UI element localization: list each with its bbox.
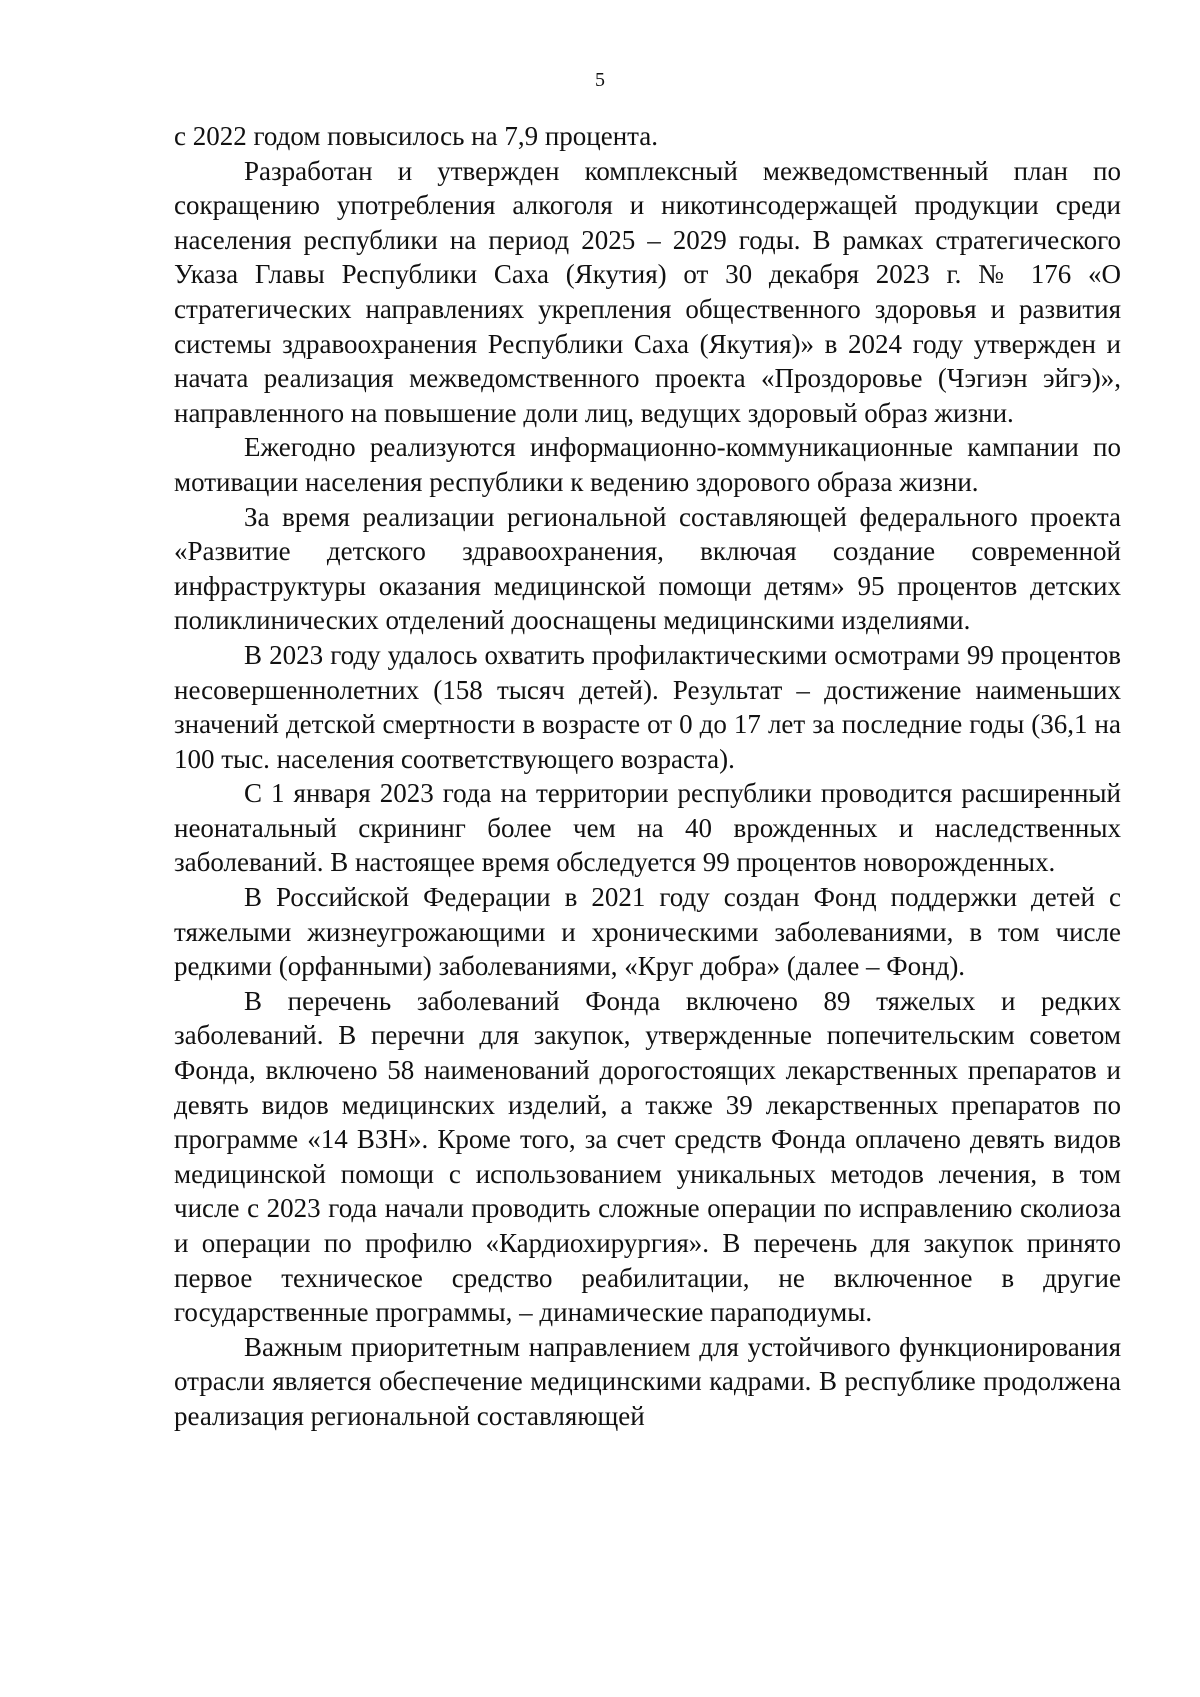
- paragraph-child-healthcare-project: За время реализации региональной составляющей федерального проекта «Развитие детского здравоохранения, включая создание современной инфраструктуры оказания медицинской помощи детям» 95 процентов детских поликлинических отделений дооснащены медицинскими изделиями.: [174, 501, 1121, 636]
- paragraph-fund-creation: В Российской Федерации в 2021 году создан Фонд поддержки детей с тяжелыми жизнеугрожающими и хроническими заболеваниями, в том числе редкими (орфанными) заболеваниями, «Круг добра» (далее – Фонд).: [174, 882, 1121, 982]
- paragraph-information-campaigns: Ежегодно реализуются информационно-коммуникационные кампании по мотивации населения республики к ведению здорового образа жизни.: [174, 432, 1121, 497]
- paragraph-intersectoral-plan: Разработан и утвержден комплексный межведомственный план по сокращению употребления алкоголя и никотинсодержащей продукции среди населения республики на период 2025 – 2029 годы. В рамках стратегического Указа Главы Республики Саха (Якутия) от 30 декабря 2023 г. № 176 «О стратегических направлениях укрепления общественного здоровья и развития системы здравоохранения Республики Саха (Якутия)» в 2024 году утвержден и начата реализация межведомственного проекта «Проздоровье (Чэгиэн эйгэ)», направленного на повышение доли лиц, ведущих здоровый образ жизни.: [174, 155, 1121, 428]
- page-number: 5: [595, 69, 605, 91]
- paragraph-medical-staffing: Важным приоритетным направлением для устойчивого функционирования отрасли является обеспечение медицинскими кадрами. В республике продолжена реализация региональной составляющей: [174, 1331, 1121, 1431]
- paragraph-preventive-examinations: В 2023 году удалось охватить профилактическими осмотрами 99 процентов несовершеннолетних (158 тысяч детей). Результат – достижение наименьших значений детской смертности в возрасте от 0 до 17 лет за последние годы (36,1 на 100 тыс. населения соответствующего возраста).: [174, 639, 1121, 774]
- paragraph-continuation: с 2022 годом повысилось на 7,9 процента.: [174, 121, 659, 151]
- document-body: [174, 119, 1121, 1434]
- paragraph-fund-disease-list: В перечень заболеваний Фонда включено 89 тяжелых и редких заболеваний. В перечни для закупок, утвержденные попечительским советом Фонда, включено 58 наименований дорогостоящих лекарственных препаратов и девять видов медицинских изделий, а также 39 лекарственных препаратов по программе «14 ВЗН». Кроме того, за счет средств Фонда оплачено девять видов медицинской помощи с использованием уникальных методов лечения, в том числе с 2023 года начали проводить сложные операции по исправлению сколиоза и операции по профилю «Кардиохирургия». В перечень для закупок принято первое техническое средство реабилитации, не включенное в другие государственные программы, – динамические параподиумы.: [174, 985, 1121, 1328]
- paragraph-neonatal-screening: С 1 января 2023 года на территории республики проводится расширенный неонатальный скрининг более чем на 40 врожденных и наследственных заболеваний. В настоящее время обследуется 99 процентов новорожденных.: [174, 778, 1121, 878]
